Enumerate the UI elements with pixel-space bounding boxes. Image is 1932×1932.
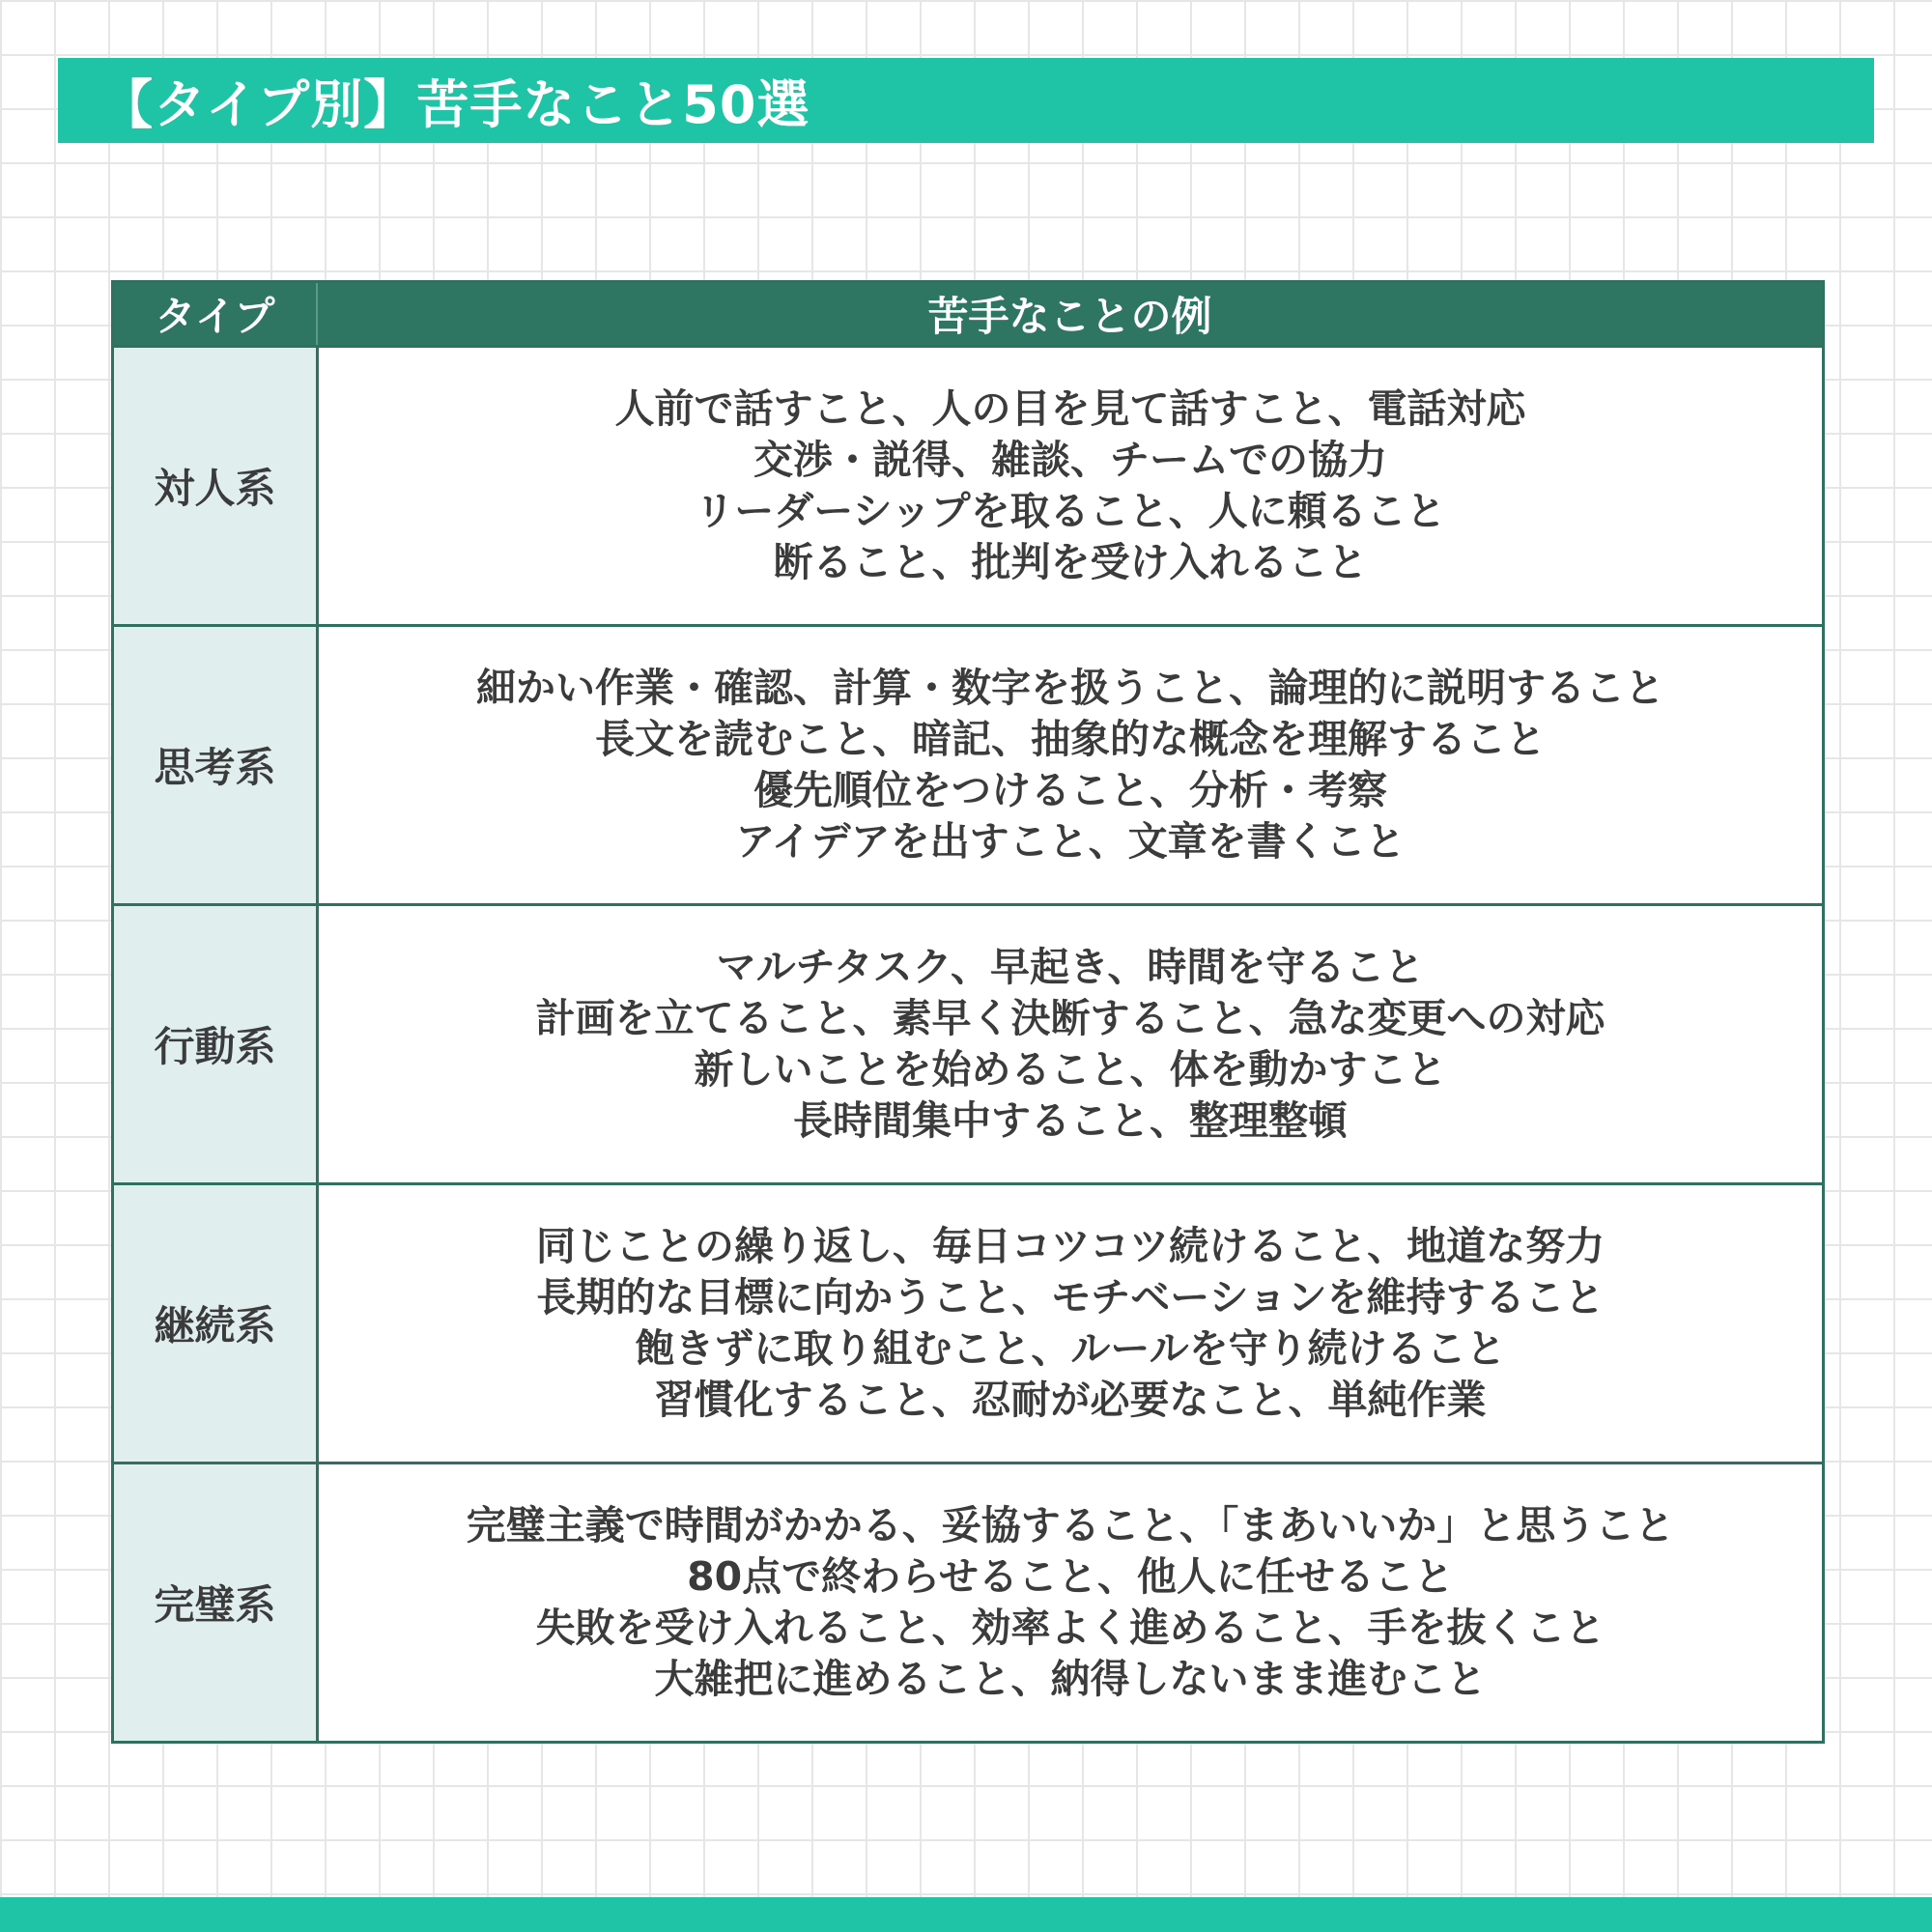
examples-cell — [319, 1185, 1822, 1462]
page-title: 【タイプ別】苦手なこと50選 — [100, 73, 810, 135]
table-row — [114, 1182, 1822, 1462]
example-line: 計画を立てること、素早く決断すること、急な変更への対応 — [535, 995, 1605, 1041]
example-line: マルチタスク、早起き、時間を守ること — [716, 944, 1425, 990]
table-row — [114, 903, 1822, 1182]
header-examples: 苦手なことの例 — [927, 293, 1212, 340]
header-type: タイプ — [114, 283, 318, 345]
examples-cell — [319, 348, 1822, 624]
example-line: 長文を読むこと、暗記、抽象的な概念を理解すること — [595, 716, 1546, 762]
example-line: 細かい作業・確認、計算・数字を扱うこと、論理的に説明すること — [476, 665, 1664, 711]
table-row — [114, 1462, 1822, 1741]
table-header-row — [114, 283, 1822, 345]
example-line: 習慣化すること、忍耐が必要なこと、単純作業 — [654, 1377, 1487, 1423]
type-cell: 完璧系 — [114, 1464, 319, 1741]
weakness-table — [111, 280, 1825, 1744]
example-line: 人前で話すこと、人の目を見て話すこと、電話対応 — [614, 385, 1526, 432]
example-line: アイデアを出すこと、文章を書くこと — [735, 818, 1406, 865]
example-line: 完璧主義で時間がかかる、妥協すること、「まあいいか」と思うこと — [466, 1502, 1675, 1548]
example-line: 80点で終わらせること、他人に任せること — [687, 1553, 1454, 1600]
type-cell: 継続系 — [114, 1185, 319, 1462]
bottom-accent-bar — [0, 1897, 1932, 1932]
type-cell: 思考系 — [114, 627, 319, 903]
example-line: 断ること、批判を受け入れること — [773, 539, 1368, 585]
example-line: 長期的な目標に向かうこと、モチベーションを維持すること — [536, 1274, 1605, 1321]
example-line: 優先順位をつけること、分析・考察 — [753, 767, 1387, 813]
examples-cell — [319, 1464, 1822, 1741]
example-line: 飽きずに取り組むこと、ルールを守り続けること — [635, 1325, 1506, 1372]
example-line: 大雑把に進めること、納得しないまま進むこと — [654, 1656, 1487, 1702]
type-cell: 対人系 — [114, 348, 319, 624]
example-line: 長時間集中すること、整理整頓 — [793, 1097, 1348, 1144]
examples-cell — [319, 906, 1822, 1182]
examples-cell — [319, 627, 1822, 903]
example-line: 失敗を受け入れること、効率よく進めること、手を抜くこと — [535, 1605, 1605, 1651]
example-line: 同じことの繰り返し、毎日コツコツ続けること、地道な努力 — [535, 1223, 1605, 1269]
table-row — [114, 345, 1822, 624]
example-line: 交渉・説得、雑談、チームでの協力 — [753, 437, 1387, 483]
example-line: 新しいことを始めること、体を動かすこと — [694, 1046, 1447, 1093]
title-banner — [58, 58, 1874, 143]
example-line: リーダーシップを取ること、人に頼ること — [695, 488, 1446, 534]
type-cell: 行動系 — [114, 906, 319, 1182]
table-row — [114, 624, 1822, 903]
